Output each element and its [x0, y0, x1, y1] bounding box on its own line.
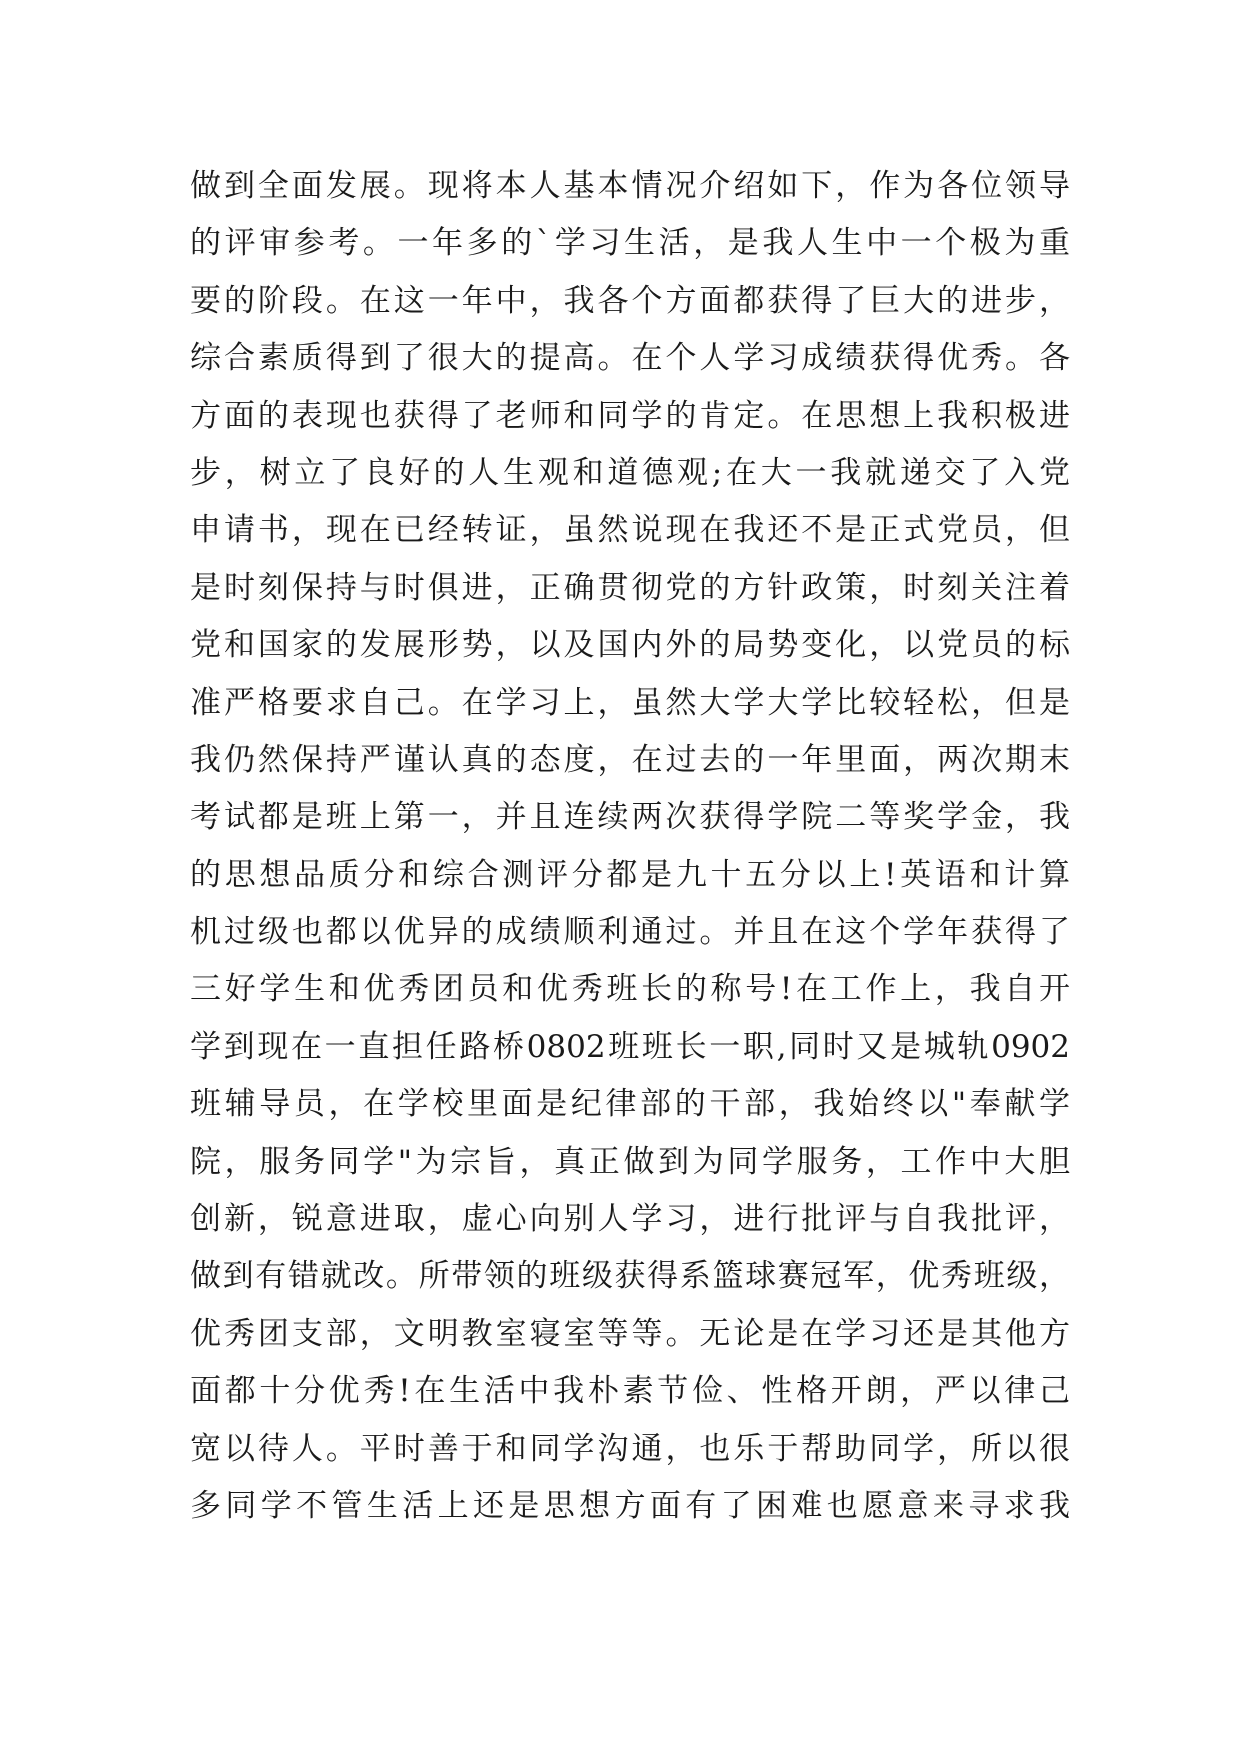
text-line: 做到全面发展。现将本人基本情况介绍如下，作为各位领导 — [190, 168, 1070, 204]
text-line: 优秀团支部，文明教室寝室等等。无论是在学习还是其他方 — [190, 1315, 1070, 1352]
text-line: 的评审参考。一年多的`学习生活，是我人生中一个极为重 — [190, 225, 1070, 262]
text-line: 机过级也都以优异的成绩顺利通过。并且在这个学年获得了 — [190, 914, 1070, 951]
text-line: 院，服务同学"为宗旨，真正做到为同学服务，工作中大胆 — [190, 1143, 1070, 1180]
text-line: 三好学生和优秀团员和优秀班长的称号!在工作上，我自开 — [190, 971, 1070, 1008]
text-line: 准严格要求自己。在学习上，虽然大学大学比较轻松，但是 — [190, 684, 1070, 721]
text-line: 步，树立了良好的人生观和道德观;在大一我就递交了入党 — [190, 454, 1070, 491]
text-line: 学到现在一直担任路桥0802班班长一职,同时又是城轨0902 — [190, 1028, 1070, 1065]
text-line: 班辅导员，在学校里面是纪律部的干部，我始终以"奉献学 — [190, 1086, 1070, 1123]
text-line: 做到有错就改。所带领的班级获得系篮球赛冠军，优秀班级， — [190, 1258, 1070, 1295]
text-line: 我仍然保持严谨认真的态度，在过去的一年里面，两次期末 — [190, 741, 1070, 778]
text-line: 方面的表现也获得了老师和同学的肯定。在思想上我积极进 — [190, 397, 1070, 434]
text-line: 是时刻保持与时俱进，正确贯彻党的方针政策，时刻关注着 — [190, 569, 1070, 606]
text-line: 申请书，现在已经转证，虽然说现在我还不是正式党员，但 — [190, 512, 1070, 549]
text-line: 考试都是班上第一，并且连续两次获得学院二等奖学金，我 — [190, 799, 1070, 836]
body-text — [190, 158, 1070, 1535]
text-line: 宽以待人。平时善于和同学沟通，也乐于帮助同学，所以很 — [190, 1430, 1070, 1467]
text-line: 党和国家的发展形势，以及国内外的局势变化，以党员的标 — [190, 627, 1070, 664]
text-line: 创新，锐意进取，虚心向别人学习，进行批评与自我批评， — [190, 1201, 1070, 1238]
text-line: 的思想品质分和综合测评分都是九十五分以上!英语和计算 — [190, 856, 1070, 893]
text-line: 面都十分优秀!在生活中我朴素节俭、性格开朗，严以律己 — [190, 1373, 1070, 1410]
text-line: 多同学不管生活上还是思想方面有了困难也愿意来寻求我 — [190, 1487, 1070, 1524]
text-line: 综合素质得到了很大的提高。在个人学习成绩获得优秀。各 — [190, 340, 1070, 377]
text-line: 要的阶段。在这一年中，我各个方面都获得了巨大的进步， — [190, 282, 1070, 319]
